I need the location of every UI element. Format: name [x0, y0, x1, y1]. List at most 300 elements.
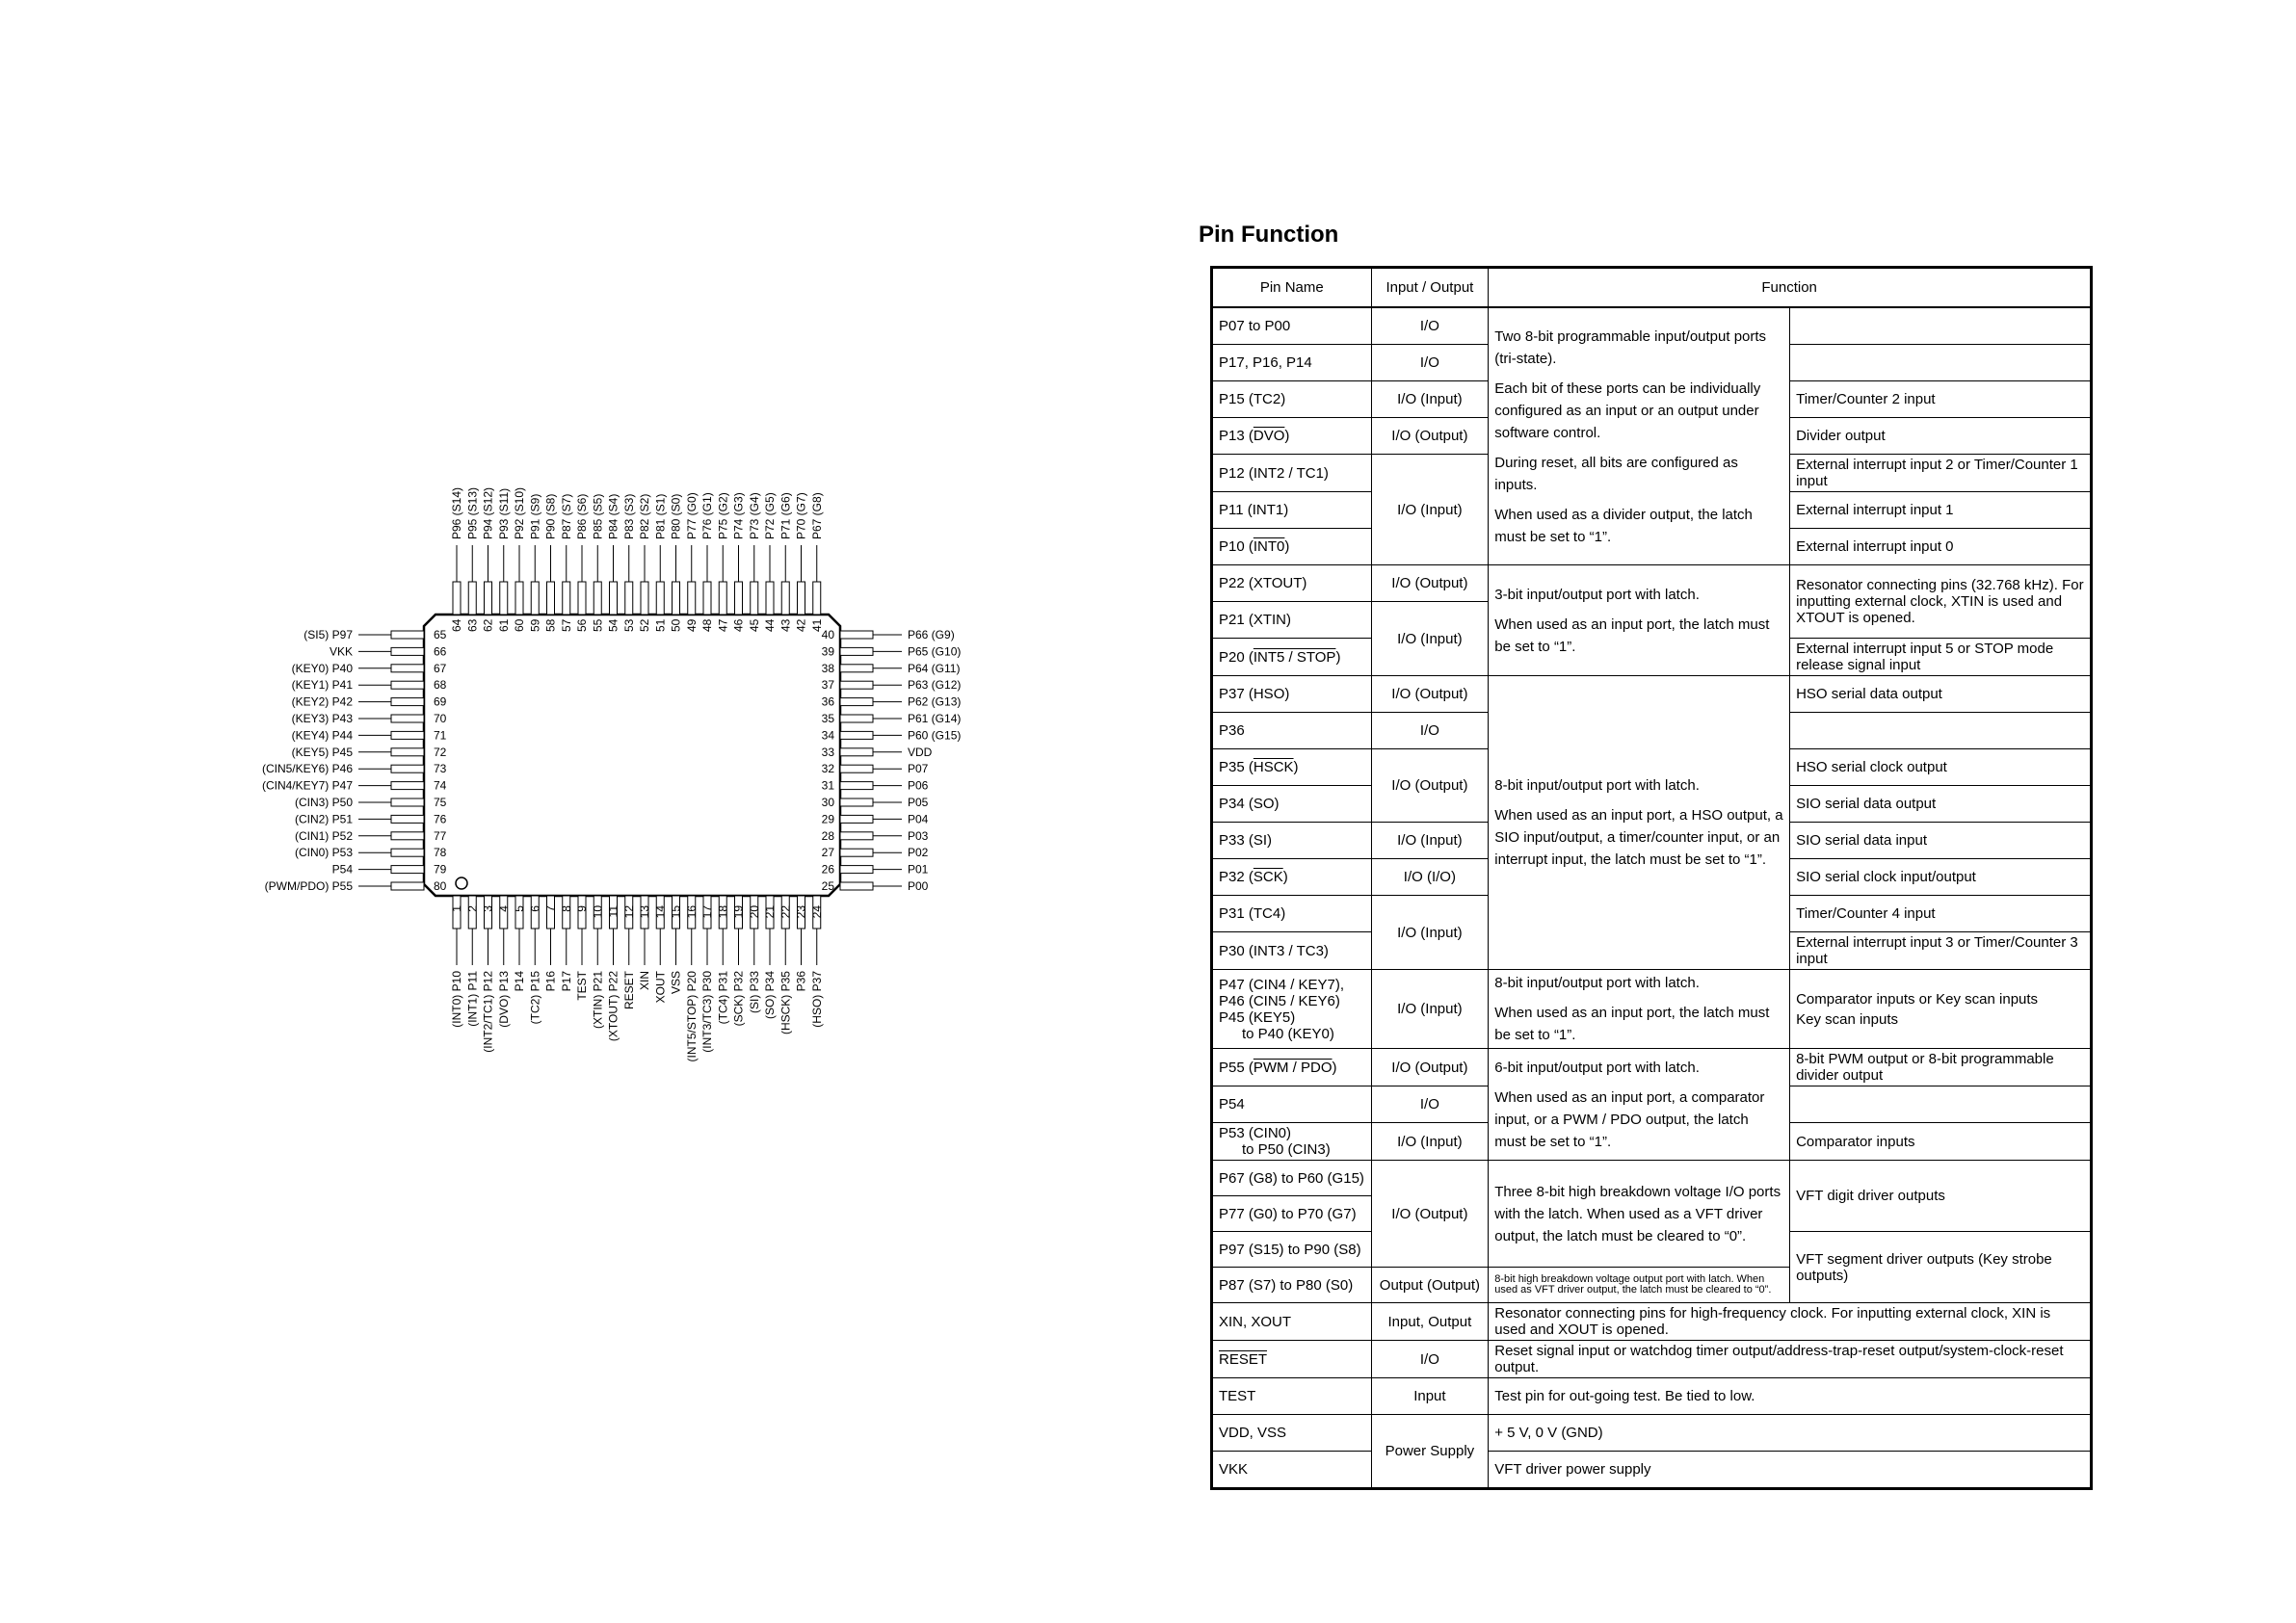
top-pin-number: 55 [591, 618, 605, 632]
right-pin-number: 36 [821, 694, 834, 709]
top-pin-number: 61 [496, 618, 511, 632]
top-pin-label: P91 (S9) [528, 493, 542, 539]
bottom-pin-label: (TC2) P15 [528, 971, 542, 1025]
bottom-pin-number: 10 [591, 905, 605, 919]
function-desc: Two 8-bit programmable input/output ports (tri-state). Each bit of these ports can be individually configured as an input or an output under software control. During reset, all bits are configured as inputs. When used as a divider output, the latch must be set to “1”. [1489, 307, 1790, 565]
top-pin-lead [485, 582, 492, 615]
left-pin-number: 74 [434, 778, 447, 793]
left-pin-label: (KEY4) P44 [291, 728, 353, 743]
function-detail: 8-bit PWM output or 8-bit programmable divider output [1790, 1049, 2092, 1086]
function-detail: VFT digit driver outputs [1790, 1161, 2092, 1232]
bottom-pin-label: VSS [669, 971, 683, 995]
top-pin-lead [547, 582, 555, 615]
right-pin-label: P00 [908, 879, 929, 893]
bottom-pin-label: TEST [575, 971, 589, 1001]
io-type: I/O (Output) [1371, 676, 1489, 713]
top-pin-lead [610, 582, 618, 615]
right-pin-number: 39 [821, 644, 834, 659]
bottom-pin-number: 5 [513, 905, 526, 912]
top-pin-number: 44 [763, 618, 777, 632]
function-detail: Comparator inputs [1790, 1123, 2092, 1161]
top-pin-lead [781, 582, 789, 615]
top-pin-lead [453, 582, 461, 615]
bottom-pin-label: (XTIN) P21 [591, 971, 605, 1030]
io-type: I/O (Output) [1371, 1049, 1489, 1086]
function-desc: 8-bit input/output port with latch. When used as an input port, the latch must be set to “1”. [1489, 970, 1790, 1049]
pin-name: P22 (XTOUT) [1212, 565, 1372, 602]
left-pin-lead [391, 866, 424, 874]
right-pin-lead [840, 631, 873, 639]
top-pin-label: P86 (S6) [575, 493, 589, 539]
io-type: I/O (Output) [1371, 418, 1489, 455]
right-pin-lead [840, 782, 873, 790]
table-header-row [1212, 268, 2092, 308]
io-type: I/O [1371, 713, 1489, 749]
right-pin-number: 32 [821, 762, 834, 776]
top-pin-number: 64 [450, 618, 463, 632]
right-pin-label: P05 [908, 796, 929, 809]
top-pin-label: P73 (G4) [747, 492, 761, 539]
pin-name: P77 (G0) to P70 (G7) [1212, 1196, 1372, 1232]
function-desc: VFT driver power supply [1489, 1452, 2092, 1489]
pin-name: P10 (INT0) [1212, 529, 1372, 565]
bottom-pin-number: 11 [606, 905, 620, 918]
pin-name: TEST [1212, 1378, 1372, 1415]
left-pin-lead [391, 815, 424, 823]
top-pin-label: P67 (G8) [809, 492, 824, 539]
io-type: I/O (I/O) [1371, 859, 1489, 896]
function-detail: VFT segment driver outputs (Key strobe outputs) [1790, 1232, 2092, 1303]
top-pin-label: P76 (G1) [700, 492, 714, 539]
right-pin-label: P65 (G10) [908, 644, 962, 659]
left-pin-label: (KEY0) P40 [291, 661, 353, 675]
top-pin-label: P77 (G0) [684, 492, 699, 539]
right-pin-lead [840, 681, 873, 689]
function-detail: External interrupt input 2 or Timer/Counter 1 input [1790, 455, 2092, 492]
pin-name: P67 (G8) to P60 (G15) [1212, 1161, 1372, 1196]
top-pin-number: 56 [575, 618, 589, 632]
pin-name: P87 (S7) to P80 (S0) [1212, 1268, 1372, 1303]
left-pin-lead [391, 665, 424, 672]
bottom-pin-label: P17 [559, 971, 573, 992]
top-pin-label: P95 (S13) [465, 486, 480, 539]
left-pin-label: (SI5) P97 [303, 628, 353, 641]
function-detail: External interrupt input 1 [1790, 492, 2092, 529]
pin-name: P11 (INT1) [1212, 492, 1372, 529]
top-pin-label: P71 (G6) [779, 492, 793, 539]
top-pin-lead [688, 582, 696, 615]
top-pin-lead [531, 582, 539, 615]
io-type: I/O [1371, 307, 1489, 345]
top-pin-number: 51 [653, 618, 668, 632]
right-pin-number: 40 [821, 628, 834, 641]
bottom-pin-number: 15 [669, 905, 683, 919]
left-pin-number: 69 [434, 694, 447, 709]
right-pin-label: P01 [908, 862, 929, 877]
top-pin-label: P96 (S14) [450, 486, 463, 539]
right-pin-label: P07 [908, 762, 929, 776]
function-detail: External interrupt input 0 [1790, 529, 2092, 565]
pin-name: P55 (PWM / PDO) [1212, 1049, 1372, 1086]
pin-name: P34 (SO) [1212, 786, 1372, 823]
top-pin-label: P93 (S11) [496, 487, 511, 539]
function-desc: Reset signal input or watchdog timer output/address-trap-reset output/system-clock-reset output. [1489, 1341, 2092, 1378]
top-pin-label: P92 (S10) [513, 486, 526, 539]
bottom-pin-number: 6 [528, 905, 542, 912]
top-pin-lead [578, 582, 586, 615]
right-pin-lead [840, 815, 873, 823]
top-pin-number: 48 [700, 618, 714, 632]
table-row [1212, 1378, 2092, 1415]
top-pin-lead [703, 582, 711, 615]
bottom-pin-number: 21 [763, 905, 777, 919]
top-pin-label: P70 (G7) [794, 492, 808, 539]
bottom-pin-label: P36 [794, 971, 808, 992]
left-pin-lead [391, 882, 424, 890]
top-pin-label: P81 (S1) [653, 493, 668, 539]
top-pin-number: 43 [779, 618, 793, 632]
left-pin-lead [391, 748, 424, 756]
function-detail: Timer/Counter 2 input [1790, 381, 2092, 418]
io-type: Input, Output [1371, 1303, 1489, 1341]
left-pin-number: 68 [434, 678, 447, 693]
pin-name: P35 (HSCK) [1212, 749, 1372, 786]
io-type: I/O (Input) [1371, 602, 1489, 676]
left-pin-label: VKK [329, 644, 353, 659]
top-pin-lead [656, 582, 664, 615]
left-pin-lead [391, 731, 424, 739]
right-pin-label: P02 [908, 846, 929, 860]
right-pin-number: 33 [821, 745, 834, 759]
bottom-pin-label: XOUT [653, 971, 668, 1004]
bottom-pin-label: (INT0) P10 [450, 971, 463, 1028]
top-pin-lead [641, 582, 648, 615]
right-pin-label: P60 (G15) [908, 728, 962, 743]
io-type: I/O (Input) [1371, 1123, 1489, 1161]
right-pin-number: 38 [821, 661, 834, 675]
bottom-pin-number: 20 [747, 905, 761, 919]
right-pin-lead [840, 882, 873, 890]
right-pin-number: 28 [821, 828, 834, 843]
table-row [1212, 1049, 2092, 1086]
pin-name: P54 [1212, 1086, 1372, 1123]
left-pin-number: 73 [434, 762, 447, 776]
left-pin-label: (CIN2) P51 [294, 812, 353, 826]
bottom-pin-label: (INT3/TC3) P30 [700, 971, 714, 1053]
io-type: I/O (Input) [1371, 455, 1489, 565]
table-row [1212, 676, 2092, 713]
pin-name: P37 (HSO) [1212, 676, 1372, 713]
function-detail: External interrupt input 5 or STOP mode release signal input [1790, 639, 2092, 676]
pin-name: P20 (INT5 / STOP) [1212, 639, 1372, 676]
right-pin-label: VDD [908, 745, 933, 759]
function-desc: 8-bit input/output port with latch. When used as an input port, a HSO output, a SIO input/output, a timer/counter input, or an interrupt input, the latch must be set to “1”. [1489, 676, 1790, 970]
function-detail: SIO serial data input [1790, 823, 2092, 859]
right-pin-lead [840, 798, 873, 806]
top-pin-label: P90 (S8) [543, 493, 558, 539]
pin-name: RESET [1212, 1341, 1372, 1378]
top-pin-lead [751, 582, 758, 615]
function-desc: Test pin for out-going test. Be tied to low. [1489, 1378, 2092, 1415]
left-pin-label: (CIN3) P50 [294, 796, 353, 809]
table-row [1212, 1303, 2092, 1341]
top-pin-lead [766, 582, 774, 615]
io-type: I/O (Input) [1371, 970, 1489, 1049]
function-desc: 3-bit input/output port with latch. When used as an input port, the latch must be set to “1”. [1489, 565, 1790, 676]
left-pin-lead [391, 647, 424, 655]
pin-name: VKK [1212, 1452, 1372, 1489]
left-pin-number: 75 [434, 796, 447, 809]
bottom-pin-label: P14 [513, 971, 526, 992]
table-row [1212, 307, 2092, 345]
left-pin-lead [391, 782, 424, 790]
top-pin-number: 47 [716, 618, 730, 632]
top-pin-number: 54 [606, 618, 620, 632]
top-pin-number: 62 [481, 618, 495, 632]
pin-name: P30 (INT3 / TC3) [1212, 932, 1372, 970]
chip-body [424, 615, 840, 896]
io-type: I/O (Input) [1371, 381, 1489, 418]
io-type: I/O (Output) [1371, 1161, 1489, 1268]
right-pin-number: 31 [821, 778, 834, 793]
top-pin-number: 60 [513, 618, 526, 632]
left-pin-label: (CIN5/KEY6) P46 [261, 762, 353, 776]
function-desc: Three 8-bit high breakdown voltage I/O ports with the latch. When used as a VFT driver output, the latch must be cleared to “0”. [1489, 1161, 1790, 1268]
pin-name: P97 (S15) to P90 (S8) [1212, 1232, 1372, 1268]
top-pin-number: 63 [465, 618, 480, 632]
io-type: I/O [1371, 345, 1489, 381]
top-pin-number: 57 [559, 618, 573, 632]
left-pin-number: 66 [434, 644, 447, 659]
function-detail: Comparator inputs or Key scan inputs Key scan inputs [1790, 970, 2092, 1049]
section-title: Pin Function [1199, 222, 1339, 248]
bottom-pin-number: 22 [779, 905, 793, 919]
top-pin-lead [798, 582, 805, 615]
bottom-pin-label: RESET [621, 971, 636, 1010]
left-pin-number: 65 [434, 628, 447, 641]
bottom-pin-number: 12 [621, 905, 636, 919]
top-pin-number: 52 [638, 618, 651, 632]
top-pin-label: P84 (S4) [606, 493, 620, 539]
left-pin-lead [391, 631, 424, 639]
left-pin-number: 71 [434, 728, 447, 743]
top-pin-label: P80 (S0) [669, 493, 683, 539]
top-pin-lead [673, 582, 680, 615]
table-row [1212, 1415, 2092, 1452]
top-pin-lead [813, 582, 821, 615]
top-pin-lead [500, 582, 508, 615]
right-pin-lead [840, 748, 873, 756]
right-pin-label: P61 (G14) [908, 712, 962, 725]
bottom-pin-number: 19 [731, 905, 746, 919]
right-pin-number: 29 [821, 812, 834, 826]
function-detail: HSO serial data output [1790, 676, 2092, 713]
function-detail: HSO serial clock output [1790, 749, 2092, 786]
top-pin-label: P83 (S3) [621, 493, 636, 539]
bottom-pin-number: 9 [575, 905, 589, 912]
bottom-pin-number: 18 [716, 905, 730, 919]
bottom-pin-label: XIN [638, 971, 651, 991]
left-pin-label: P54 [331, 862, 353, 877]
bottom-pin-number: 23 [794, 905, 808, 919]
io-type: I/O [1371, 1341, 1489, 1378]
left-pin-label: (CIN1) P52 [294, 828, 353, 843]
bottom-pin-number: 4 [496, 905, 511, 912]
right-pin-number: 30 [821, 796, 834, 809]
left-pin-number: 67 [434, 661, 447, 675]
left-pin-lead [391, 765, 424, 772]
left-pin-number: 70 [434, 712, 447, 725]
left-pin-label: (CIN0) P53 [294, 846, 353, 860]
pin-name: P12 (INT2 / TC1) [1212, 455, 1372, 492]
pin-name: P31 (TC4) [1212, 896, 1372, 932]
bottom-pin-label: (HSCK) P35 [779, 971, 793, 1035]
io-type: I/O (Output) [1371, 749, 1489, 823]
top-pin-lead [625, 582, 633, 615]
function-desc: 6-bit input/output port with latch. When used as an input port, a comparator input, or a PWM / PDO output, the latch must be set to “1”. [1489, 1049, 1790, 1161]
left-pin-number: 72 [434, 745, 447, 759]
right-pin-label: P03 [908, 828, 929, 843]
top-pin-number: 45 [747, 618, 761, 632]
header-function: Function [1489, 268, 2092, 308]
bottom-pin-label: (XTOUT) P22 [606, 971, 620, 1042]
bottom-pin-label: P16 [543, 971, 558, 992]
bottom-pin-number: 14 [653, 905, 668, 919]
function-desc: Resonator connecting pins for high-frequency clock. For inputting external clock, XIN is used and XOUT is opened. [1489, 1303, 2092, 1341]
function-detail: Resonator connecting pins (32.768 kHz). For inputting external clock, XTIN is used and XTOUT is opened. [1790, 565, 2092, 639]
pin-name: P36 [1212, 713, 1372, 749]
io-type: I/O (Input) [1371, 823, 1489, 859]
top-pin-lead [515, 582, 523, 615]
right-pin-lead [840, 849, 873, 856]
right-pin-label: P63 (G12) [908, 678, 962, 693]
function-detail: SIO serial data output [1790, 786, 2092, 823]
right-pin-label: P04 [908, 812, 929, 826]
left-pin-lead [391, 715, 424, 722]
top-pin-lead [719, 582, 726, 615]
pin-function-table [1210, 266, 2093, 1490]
bottom-pin-number: 17 [700, 905, 714, 919]
bottom-pin-label: (DVO) P13 [496, 971, 511, 1028]
right-pin-label: P06 [908, 778, 929, 793]
header-pin-name: Pin Name [1212, 268, 1372, 308]
left-pin-lead [391, 681, 424, 689]
right-pin-lead [840, 698, 873, 706]
pin-name: P17, P16, P14 [1212, 345, 1372, 381]
io-type: I/O (Input) [1371, 896, 1489, 970]
top-pin-label: P87 (S7) [559, 493, 573, 539]
function-detail: Timer/Counter 4 input [1790, 896, 2092, 932]
right-pin-label: P66 (G9) [908, 628, 955, 641]
bottom-pin-number: 7 [543, 905, 558, 912]
pin-name: P53 (CIN0) to P50 (CIN3) [1212, 1123, 1372, 1161]
top-pin-label: P72 (G5) [763, 492, 777, 539]
pin-name: P21 (XTIN) [1212, 602, 1372, 639]
right-pin-number: 26 [821, 862, 834, 877]
top-pin-lead [468, 582, 476, 615]
bottom-pin-label: (SO) P34 [763, 971, 777, 1020]
pin-name: P15 (TC2) [1212, 381, 1372, 418]
bottom-pin-number: 3 [481, 905, 495, 912]
left-pin-label: (KEY2) P42 [291, 694, 353, 709]
table-row [1212, 1161, 2092, 1196]
right-pin-number: 37 [821, 678, 834, 693]
io-type: Power Supply [1371, 1415, 1489, 1489]
bottom-pin-label: (TC4) P31 [716, 971, 730, 1025]
left-pin-number: 80 [434, 879, 447, 893]
top-pin-label: P85 (S5) [591, 493, 605, 539]
left-pin-label: (PWM/PDO) P55 [264, 879, 353, 893]
top-pin-number: 50 [669, 618, 683, 632]
top-pin-number: 49 [684, 618, 699, 632]
top-pin-label: P82 (S2) [638, 493, 651, 539]
bottom-pin-number: 8 [559, 905, 573, 912]
top-pin-number: 53 [621, 618, 636, 632]
left-pin-lead [391, 832, 424, 840]
left-pin-number: 77 [434, 828, 447, 843]
top-pin-lead [563, 582, 570, 615]
header-io: Input / Output [1371, 268, 1489, 308]
right-pin-lead [840, 832, 873, 840]
top-pin-lead [594, 582, 601, 615]
bottom-pin-number: 1 [450, 905, 463, 912]
top-pin-label: P74 (G3) [731, 492, 746, 539]
bottom-pin-label: (HSO) P37 [809, 971, 824, 1028]
left-pin-label: (CIN4/KEY7) P47 [261, 778, 353, 793]
io-type: I/O (Output) [1371, 565, 1489, 602]
bottom-pin-number: 2 [465, 905, 480, 912]
right-pin-lead [840, 647, 873, 655]
right-pin-number: 25 [821, 879, 834, 893]
right-pin-lead [840, 665, 873, 672]
left-pin-lead [391, 698, 424, 706]
left-pin-label: (KEY1) P41 [291, 678, 353, 693]
pin-name: P47 (CIN4 / KEY7), P46 (CIN5 / KEY6) P45 (KEY5) to P40 (KEY0) [1212, 970, 1372, 1049]
left-pin-number: 76 [434, 812, 447, 826]
pin-name: VDD, VSS [1212, 1415, 1372, 1452]
table-row [1212, 970, 2092, 1049]
pin-name: P32 $(\overline{SCK})$ [1212, 859, 1372, 896]
bottom-pin-number: 13 [638, 905, 651, 919]
bottom-pin-number: 16 [684, 905, 699, 919]
top-pin-label: P75 (G2) [716, 492, 730, 539]
io-type: I/O [1371, 1086, 1489, 1123]
right-pin-number: 27 [821, 846, 834, 860]
function-desc: 8-bit high breakdown voltage output port with latch. When used as VFT driver output, the latch must be cleared to “0”. [1489, 1268, 1790, 1303]
pin-name: P33 (SI) [1212, 823, 1372, 859]
top-pin-number: 41 [809, 618, 824, 632]
bottom-pin-label: (SI) P33 [747, 971, 761, 1014]
table-row [1212, 1452, 2092, 1489]
function-desc: + 5 V, 0 V (GND) [1489, 1415, 2092, 1452]
right-pin-label: P62 (G13) [908, 694, 962, 709]
right-pin-label: P64 (G11) [908, 661, 961, 675]
left-pin-lead [391, 849, 424, 856]
table-row [1212, 1341, 2092, 1378]
pin-name: XIN, XOUT [1212, 1303, 1372, 1341]
function-detail: External interrupt input 3 or Timer/Counter 3 input [1790, 932, 2092, 970]
left-pin-label: (KEY3) P43 [291, 712, 353, 725]
right-pin-lead [840, 765, 873, 772]
function-detail: SIO serial clock input/output [1790, 859, 2092, 896]
top-pin-number: 46 [731, 618, 746, 632]
top-pin-number: 58 [543, 618, 558, 632]
bottom-pin-label: (INT2/TC1) P12 [481, 971, 495, 1053]
top-pin-lead [735, 582, 743, 615]
bottom-pin-number: 24 [809, 905, 824, 919]
io-type: Output (Output) [1371, 1268, 1489, 1303]
left-pin-number: 79 [434, 862, 447, 877]
